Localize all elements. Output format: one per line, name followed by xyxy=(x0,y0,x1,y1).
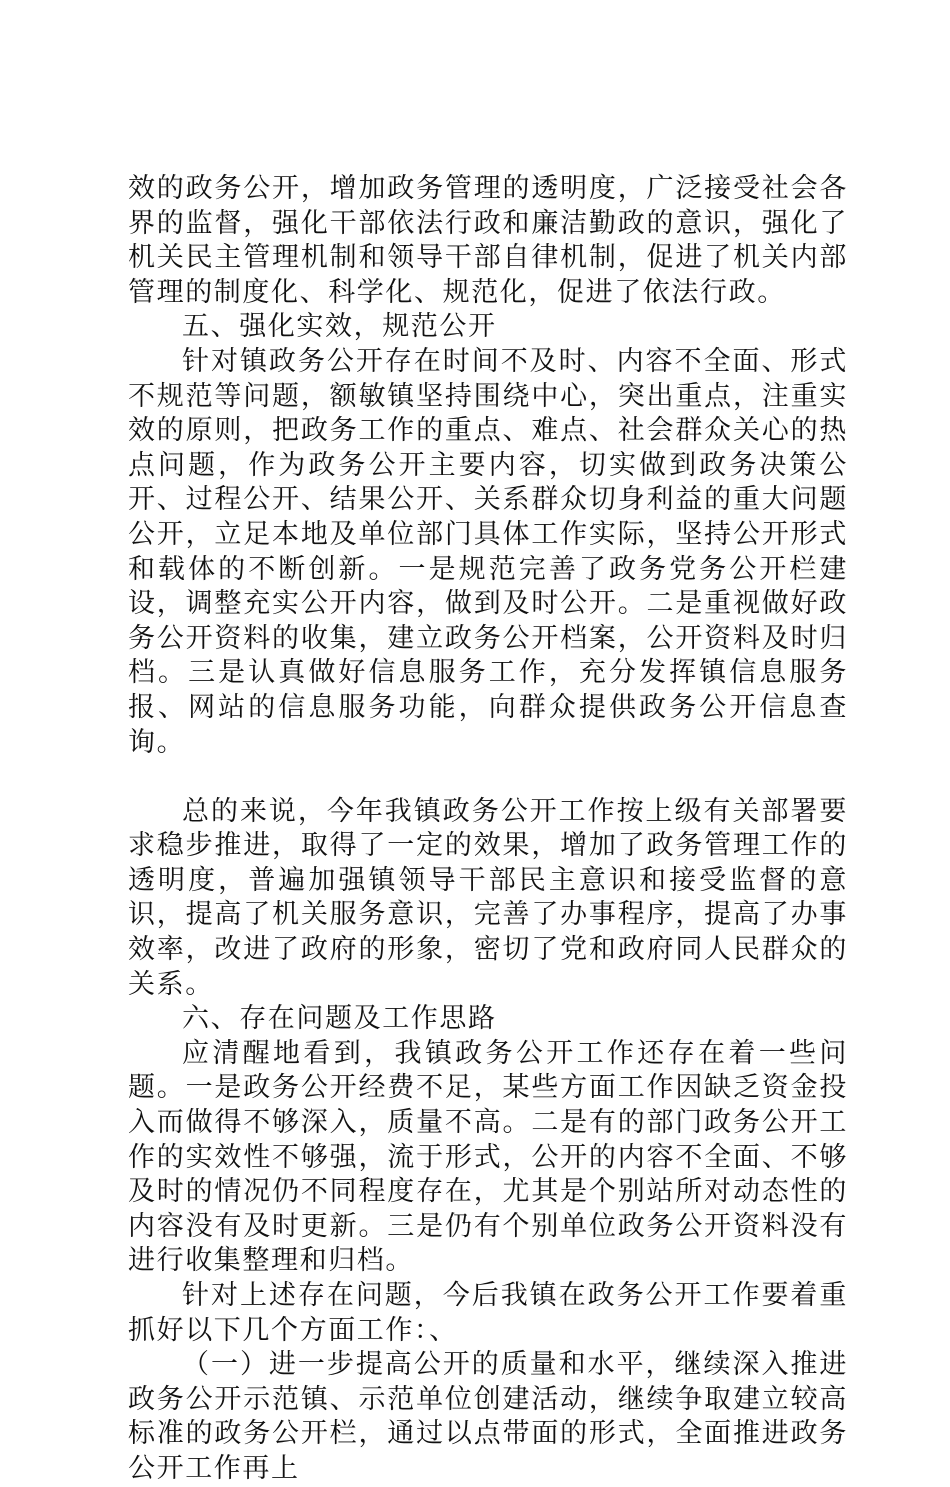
paragraph-spacer xyxy=(128,760,848,795)
paragraph-standardize-disclosure: 针对镇政务公开存在时间不及时、内容不全面、形式不规范等问题，额敏镇坚持围绕中心，突出重点，注重实效的原则，把政务工作的重点、难点、社会群众关心的热点问题，作为政务公开主要内容，切实做到政务决策公开、过程公开、结果公开、关系群众切身利益的重大问题公开，立足本地及单位部门具体工作实际，坚持公开形式和载体的不断创新。一是规范完善了政务党务公开栏建设，调整充实公开内容，做到及时公开。二是重视做好政务公开资料的收集，建立政务公开档案，公开资料及时归档。三是认真做好信息服务工作，充分发挥镇信息服务报、网站的信息服务功能，向群众提供政务公开信息查询。 xyxy=(128,345,848,758)
paragraph-summary: 总的来说，今年我镇政务公开工作按上级有关部署要求稳步推进，取得了一定的效果，增加了政务管理工作的透明度，普遍加强镇领导干部民主意识和接受监督的意识，提高了机关服务意识，完善了办事程序，提高了办事效率，改进了政府的形象，密切了党和政府同人民群众的关系。 xyxy=(128,795,848,1000)
paragraph-item-one: （一）进一步提高公开的质量和水平，继续深入推进政务公开示范镇、示范单位创建活动，继续争取建立较高标准的政务公开栏，通过以点带面的形式，全面推进政务公开工作再上 xyxy=(128,1349,848,1484)
section-heading-five: 五、强化实效，规范公开 xyxy=(182,311,497,343)
document-body xyxy=(128,172,848,1487)
paragraph-work-plan-intro: 针对上述存在问题，今后我镇在政务公开工作要着重抓好以下几个方面工作：、 xyxy=(128,1280,848,1346)
paragraph-problems: 应清醒地看到，我镇政务公开工作还存在着一些问题。一是政务公开经费不足，某些方面工作因缺乏资金投入而做得不够深入，质量不高。二是有的部门政务公开工作的实效性不够强，流于形式，公开的内容不全面、不够及时的情况仍不同程度存在，尤其是个别站所对动态性的内容没有及时更新。三是仍有个别单位政务公开资料没有进行收集整理和归档。 xyxy=(128,1037,848,1277)
section-heading-six: 六、存在问题及工作思路 xyxy=(182,1003,497,1035)
paragraph-continuation: 效的政务公开，增加政务管理的透明度，广泛接受社会各界的监督，强化干部依法行政和廉洁勤政的意识，强化了机关民主管理机制和领导干部自律机制，促进了机关内部管理的制度化、科学化、规范化，促进了依法行政。 xyxy=(128,173,848,308)
